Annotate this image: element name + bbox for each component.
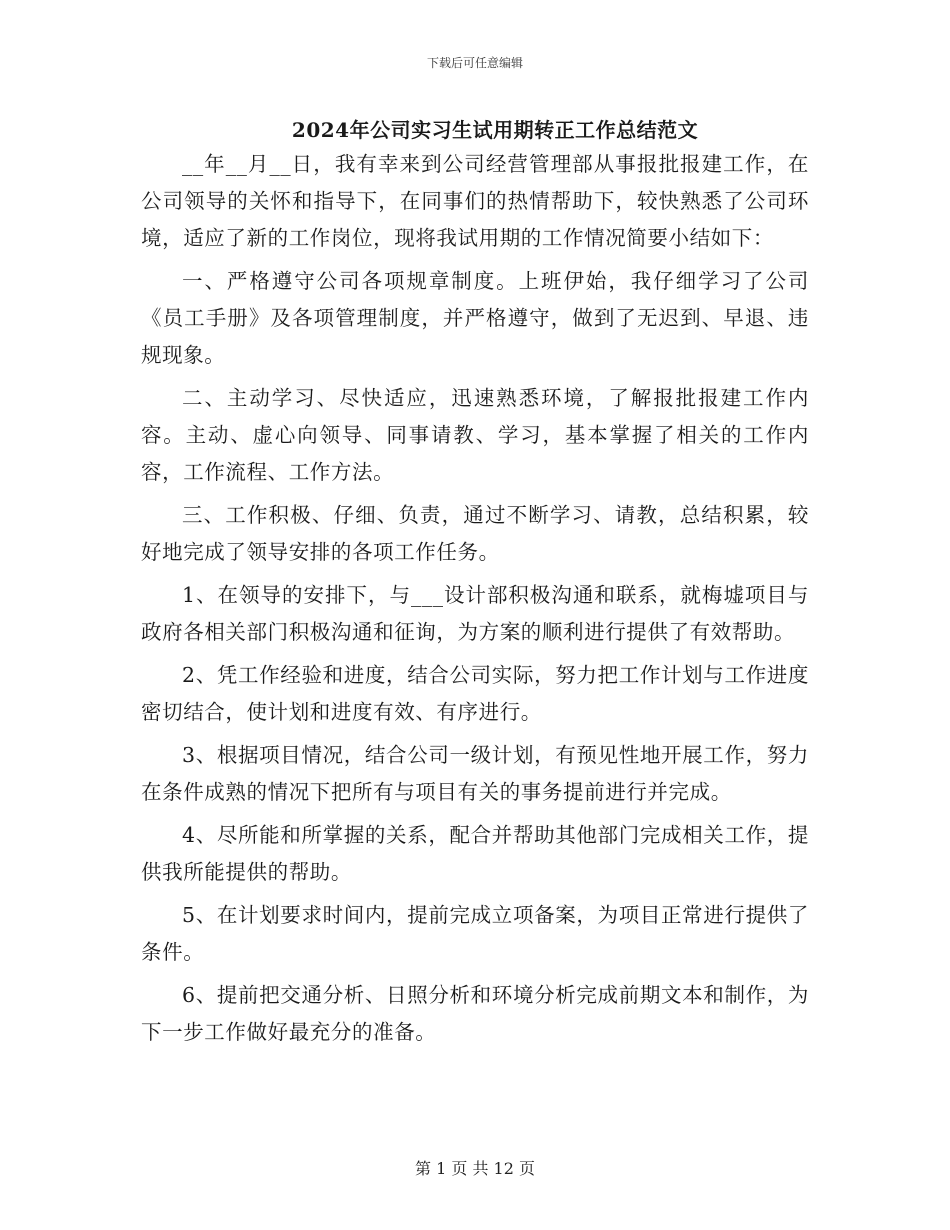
paragraph-intro: __年__月__日，我有幸来到公司经营管理部从事报批报建工作，在公司领导的关怀和指导下，在同事们的热情帮助下，较快熟悉了公司环境，适应了新的工作岗位，现将我试用期的工作情况简要小结如下： xyxy=(141,152,809,250)
paragraph-item-4: 4、尽所能和所掌握的关系，配合并帮助其他部门完成相关工作，提供我所能提供的帮助。 xyxy=(141,823,809,884)
paragraph-learning: 二、主动学习、尽快适应，迅速熟悉环境，了解报批报建工作内容。主动、虚心向领导、同事请教、学习，基本掌握了相关的工作内容，工作流程、工作方法。 xyxy=(141,386,809,484)
document-body xyxy=(141,146,809,1057)
header-note: 下载后可任意编辑 xyxy=(426,56,523,70)
page-number: 第 1 页 共 12 页 xyxy=(415,1159,535,1178)
paragraph-item-6: 6、提前把交通分析、日照分析和环境分析完成前期文本和制作，为下一步工作做好最充分的准备。 xyxy=(141,983,809,1044)
paragraph-item-5: 5、在计划要求时间内，提前完成立项备案，为项目正常进行提供了条件。 xyxy=(141,903,809,964)
paragraph-item-2: 2、凭工作经验和进度，结合公司实际，努力把工作计划与工作进度密切结合，使计划和进度有效、有序进行。 xyxy=(141,663,809,724)
paragraph-item-1: 1、在领导的安排下，与___设计部积极沟通和联系，就梅墟项目与政府各相关部门积极沟通和征询，为方案的顺利进行提供了有效帮助。 xyxy=(141,583,809,644)
paragraph-rules: 一、严格遵守公司各项规章制度。上班伊始，我仔细学习了公司《员工手册》及各项管理制度，并严格遵守，做到了无迟到、早退、违规现象。 xyxy=(141,269,809,367)
paragraph-diligence: 三、工作积极、仔细、负责，通过不断学习、请教，总结积累，较好地完成了领导安排的各项工作任务。 xyxy=(141,503,809,564)
paragraph-item-3: 3、根据项目情况，结合公司一级计划，有预见性地开展工作，努力在条件成熟的情况下把所有与项目有关的事务提前进行并完成。 xyxy=(141,743,809,804)
document-title: 2024年公司实习生试用期转正工作总结范文 xyxy=(291,118,699,142)
